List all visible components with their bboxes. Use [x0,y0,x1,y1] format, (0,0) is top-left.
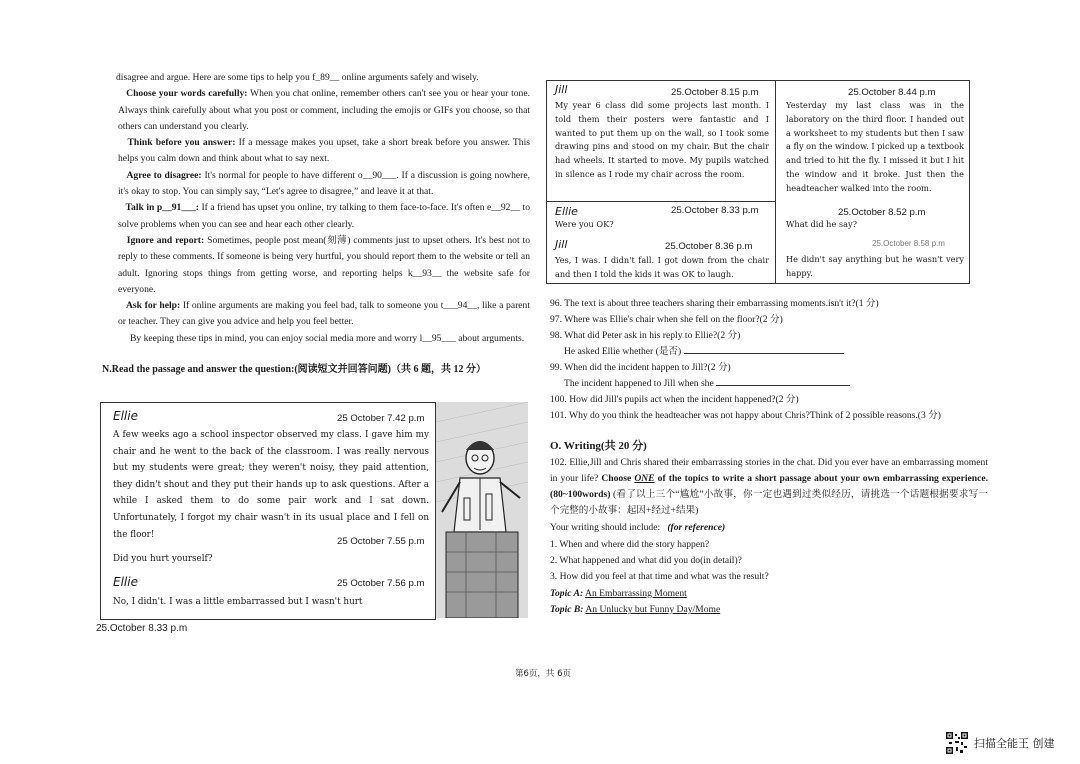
reading-passage [118,70,530,347]
tip-1: Choose your words carefully: When you chat online, remember others can't see you or hear your tone. Always think carefully about what you post or comment, including the emojis or GIFs you choose, so that others can understand you clearly. [118,88,530,132]
answer-blank[interactable] [716,385,850,386]
writing-prompt: 102. Ellie,Jill and Chris shared their embarrassing stories in the chat. Did you ever have an embarrassing moment in your life? Choose ONE of the topics to write a short passage about your own embarrassing experience. (80~100words) (看了以上三个“尴尬”小故事，你一定也遇到过类似经历，请挑选一个话题根据要求写一个完整的小故事：起因+经过+结果) [550,457,988,516]
chat-time: 25 October 7.55 p.m [337,536,425,547]
question-101: 101. Why do you think the headteacher was not happy about Chris?Think of 2 possible reasons.(3 分) [550,410,941,421]
chat-column-jill [547,81,775,283]
chat-time: 25 October 7.42 p.m [337,413,425,424]
chat-message: Were you OK? [555,219,614,229]
chat-time: 25.October 8.44 p.m [848,87,936,98]
qr-code-icon [946,732,968,754]
tip-4: Talk in p__91___: If a friend has upset you online, try talking to them face-to-face. It's often e__92__ to solve problems when you can see and hear each other clearly. [118,202,530,230]
chat-time: 25.October 8.36 p.m [665,241,753,252]
chat-message: What did he say? [786,219,857,229]
answer-98-line: He asked Ellie whether (是否) [564,344,864,360]
tip-3: Agree to disagree: It's normal for people to have different o__90___. If a discussion is going nowhere, it's okay to stop. You can simply say, “Let's agree to disagree,” and leave it at that. [118,169,530,198]
passage-closing: By keeping these tips in mind, you can enjoy social media more and worry l__95___ about arguments. [130,332,525,344]
question-96: 96. The text is about three teachers sharing their embarrassing moments.isn't it?(1 分) [550,298,879,309]
writing-point-3: 3. How did you feel at that time and what was the result? [550,571,769,582]
chat-message: Yesterday my last class was in the laboratory on the third floor. I handed out a worksheet to my students but then I saw a fly on the window. I picked up a textbook and tried to hit the fly. I missed it but I hit the window and it broke. Just then the headteacher walked into the room. [786,100,964,193]
chat-message: My year 6 class did some projects last month. I told them their posters were fantastic and I wanted to put them up on the wall, so I took some drawing pins and stood on my chair. But the chair had wheels. It started to move. My pupils watched in silence as I rode my chair across the room. [555,100,769,179]
writing-include: Your writing should include: (for reference) [550,522,726,533]
chat-name: Ellie [113,409,138,423]
chat-time: 25.October 8.58 p.m [872,239,945,248]
chat-name: Jill [555,83,568,96]
teacher-illustration [436,402,528,618]
page-number: 第6页，共 6页 [515,669,572,679]
topic-a: Topic A: An Embarrassing Moment [550,588,687,599]
writing-point-2: 2. What happened and what did you do(in detail)? [550,555,742,566]
answer-99-line: The incident happened to Jill when she [564,376,884,392]
question-98: 98. What did Peter ask in his reply to Ellie?(2 分) [550,330,741,341]
chat-box-ellie [100,402,436,620]
tip-2: Think before you answer: If a message makes you upset, take a short break before you answer. This helps you calm down and think about what to say next. [118,137,530,165]
chat-message: Yes, I was. I didn't fall. I got down from the chair and then I told the kids it was OK to laugh. [555,255,769,279]
chat-column-chris [776,81,969,283]
writing-heading: O. Writing(共 20 分) [550,440,647,452]
scanner-brand: 扫描全能王 创建 [974,737,1055,750]
chat-time: 25 October 7.56 p.m [337,578,425,589]
topic-b: Topic B: An Unlucky but Funny Day/Mome [550,604,721,615]
chat-name: Ellie [555,205,578,218]
chat-footer-time: 25.October 8.33 p.m [96,623,188,634]
chat-box-jill-chris [546,80,970,284]
chat-name: Jill [555,238,568,251]
question-97: 97. Where was Ellie's chair when she fell on the floor?(2 分) [550,314,783,325]
chat-message: A few weeks ago a school inspector observed my class. I gave him my chair and he went to the back of the classroom. I was really nervous but my students were great; they weren't noisy, they paid attention, they didn't shout and they put their hands up to ask questions. After a while I asked them to do some pair work and I sat down. Unfortunately, I forgot my chair wasn't in its usual place and I fell on the floor! [113,430,429,540]
question-99: 99. When did the incident happen to Jill?(2 分) [550,362,731,373]
chat-time: 25.October 8.52 p.m [838,207,926,218]
tip-6: Ask for help: If online arguments are making you feel bad, talk to someone you t___94__, like a parent or teacher. They can give you advice and help you feel better. [118,300,530,328]
chat-name: Ellie [113,575,138,589]
chat-time: 25.October 8.33 p.m [671,205,759,216]
chat-time: 25.October 8.15 p.m [671,87,759,98]
passage-intro: disagree and argue. Here are some tips to help you f_89__ online arguments safely and wisely. [116,72,479,83]
chat-message: No, I didn't. I was a little embarrassed but I wasn't hurt [113,597,363,607]
chat-message: Did you hurt yourself? [113,554,213,564]
writing-point-1: 1. When and where did the story happen? [550,539,710,550]
chat-message: He didn't say anything but he wasn't very happy. [786,254,964,278]
question-100: 100. How did Jill's pupils act when the incident happened?(2 分) [550,394,799,405]
tip-5: Ignore and report: Sometimes, people post mean(刻薄) comments just to upset others. It's best not to reply to these comments. If someone is being very hurtful, you should report them to the website or tell an adult. Ignoring stops things from getting worse, and reporting helps k__93__ the website safe for everyone. [118,234,530,295]
section-n-heading: N.Read the passage and answer the question:(阅读短文并回答问题)（共 6 题，共 12 分） [102,364,486,375]
teacher-drawing-icon [436,402,528,618]
answer-blank[interactable] [684,353,844,354]
